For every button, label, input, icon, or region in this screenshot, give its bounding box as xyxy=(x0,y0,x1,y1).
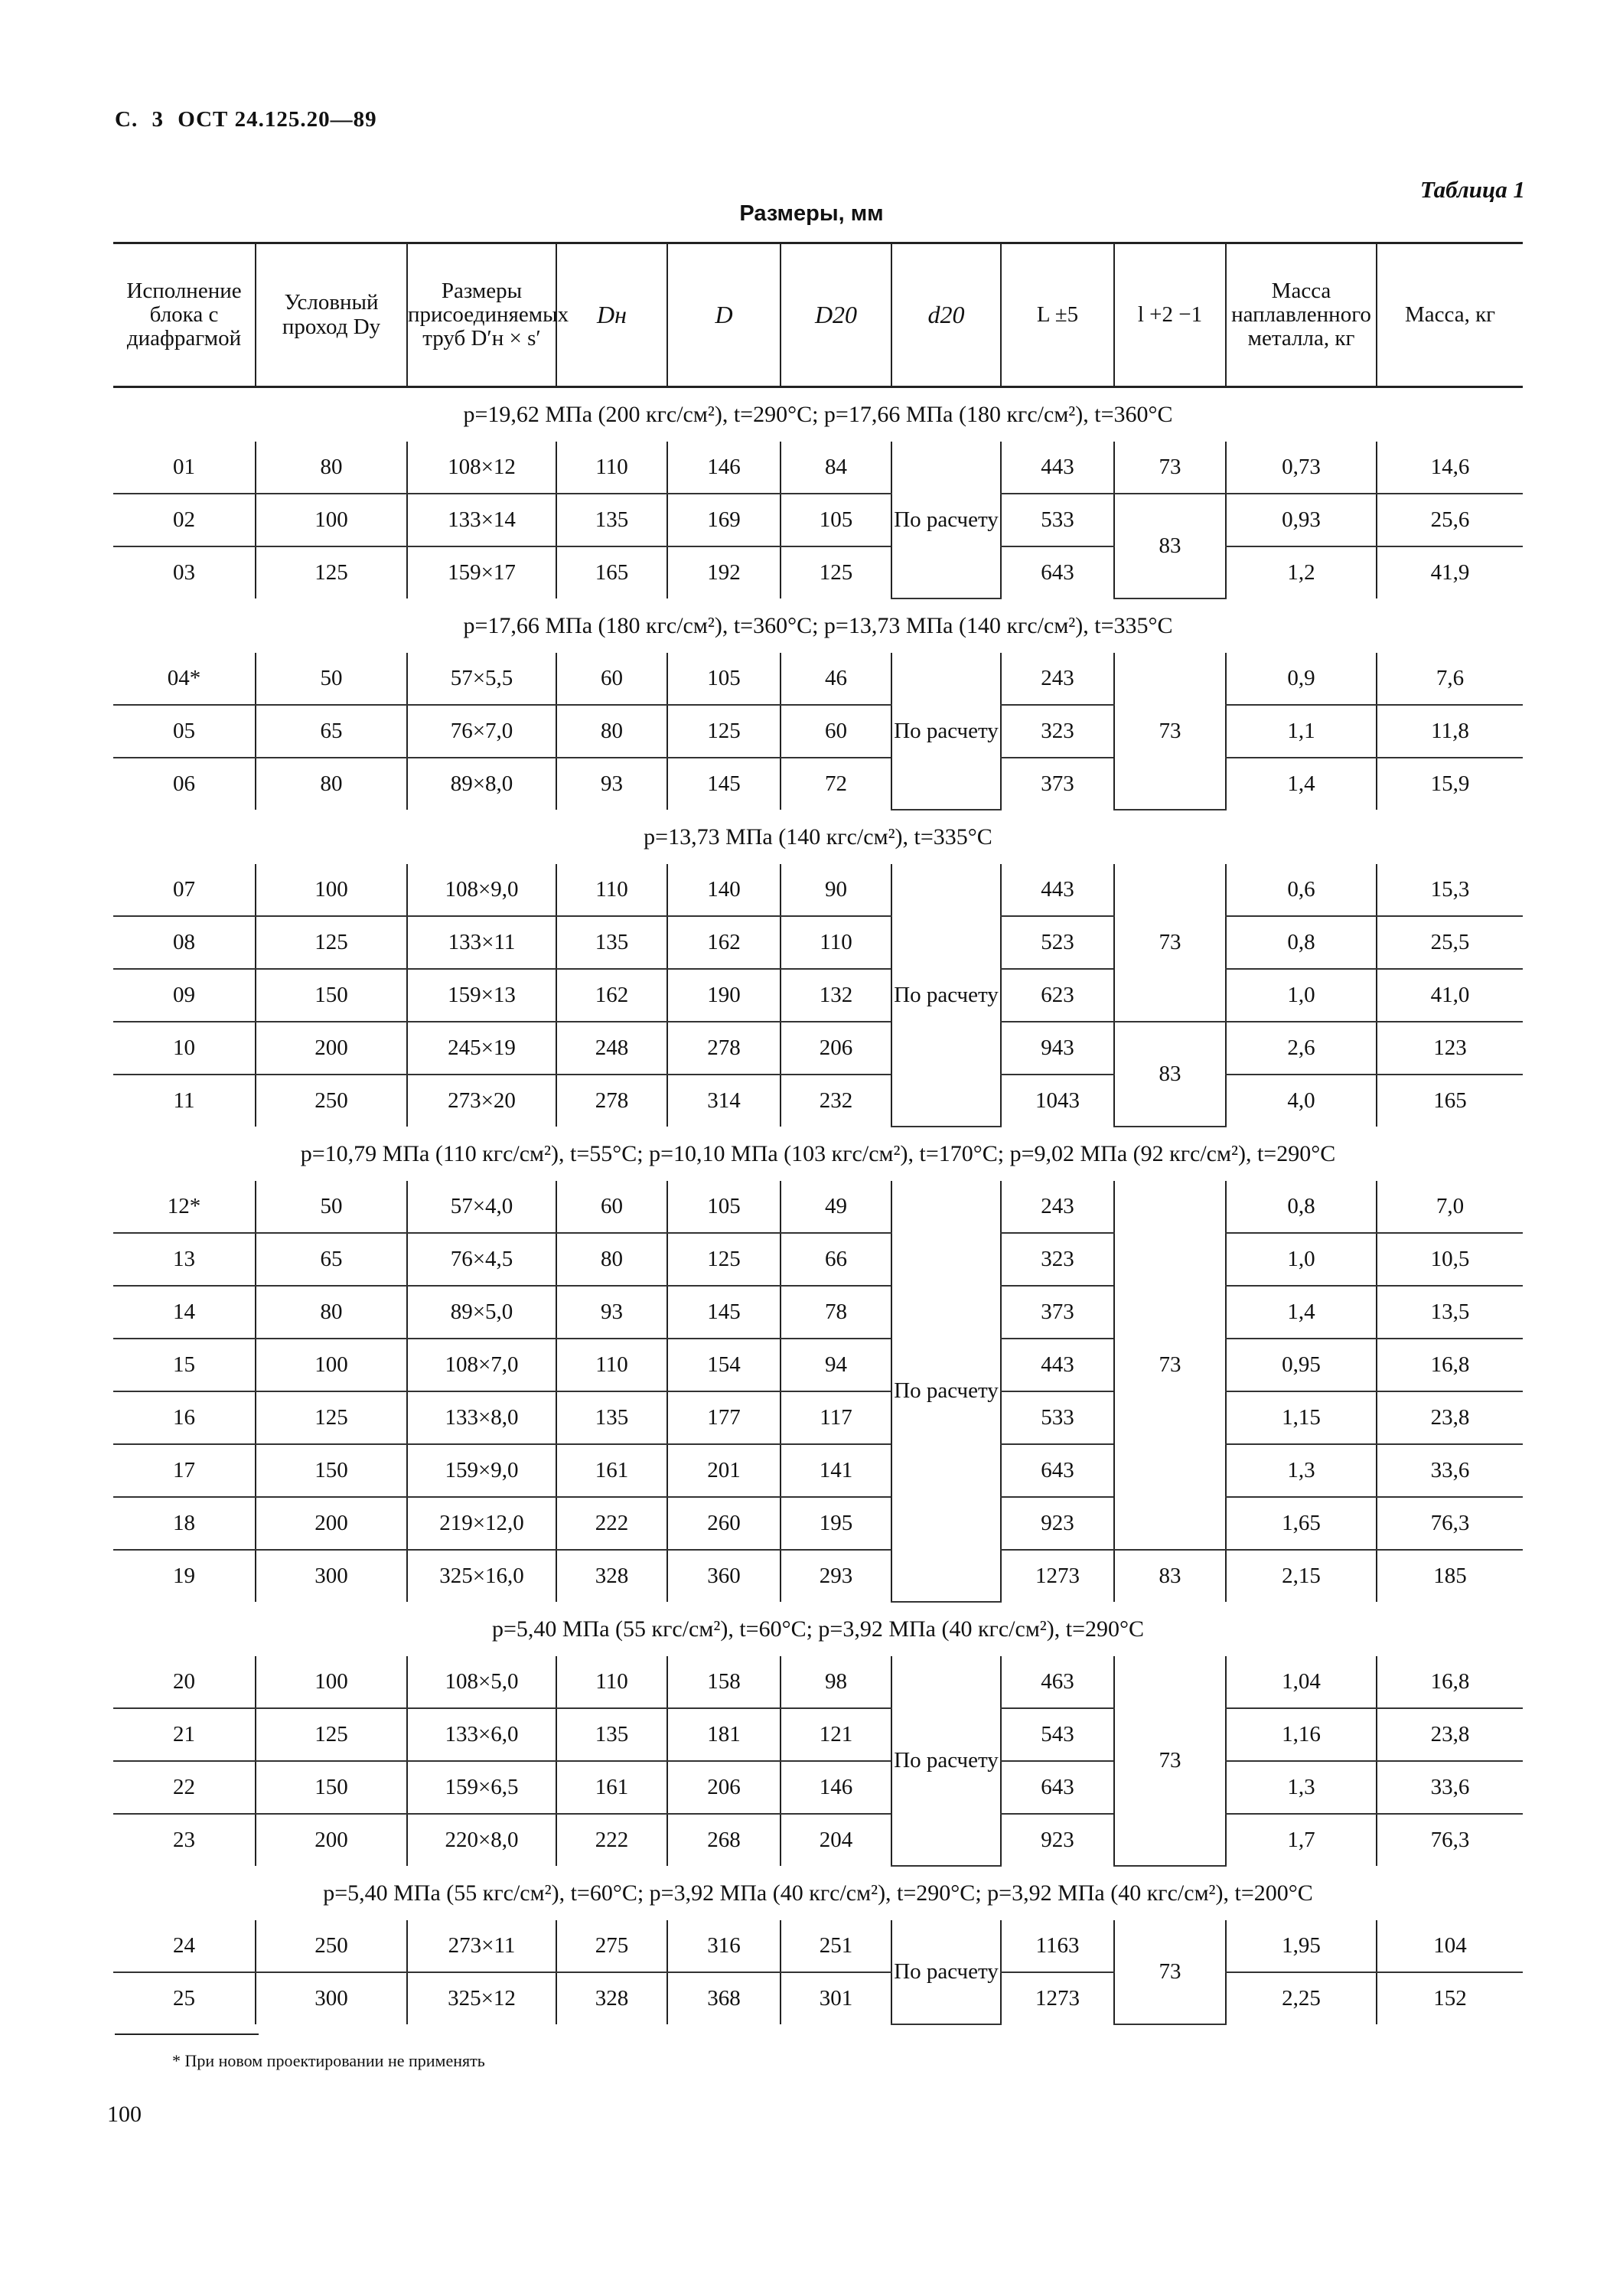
cell-small-l: 83 xyxy=(1114,1022,1226,1127)
header-page: 3 xyxy=(152,107,164,132)
cell-l: 523 xyxy=(1001,916,1114,969)
col-pipe-size: Размеры присоединяемых труб D′н × s′ xyxy=(407,243,556,387)
cell-d20-calc: По расчету xyxy=(891,442,1001,598)
cell-dy: 200 xyxy=(256,1497,407,1550)
table-label: Таблица 1 xyxy=(1419,176,1525,203)
cell-small-l: 73 xyxy=(1114,1920,1226,2024)
condition-text: p=10,79 МПа (110 кгс/см²), t=55°C; p=10,10 МПа (103 кгс/см²), t=170°C; p=9,02 МПа (92 кгс/см²), t=290°C xyxy=(300,1141,1336,1166)
table-row xyxy=(113,1286,1523,1339)
cell-l: 243 xyxy=(1001,653,1114,705)
cell-d: 125 xyxy=(667,705,781,758)
cell-variant: 24 xyxy=(113,1920,256,1972)
cell-dn: 135 xyxy=(556,1391,667,1444)
cell-dn: 80 xyxy=(556,705,667,758)
cell-d: 314 xyxy=(667,1075,781,1127)
cell-mass: 11,8 xyxy=(1377,705,1523,758)
cell-dn: 135 xyxy=(556,494,667,546)
cell-d20: 251 xyxy=(781,1920,891,1972)
cell-l: 323 xyxy=(1001,1233,1114,1286)
cell-d: 158 xyxy=(667,1656,781,1708)
table-row xyxy=(113,653,1523,705)
cell-d20: 105 xyxy=(781,494,891,546)
table-row xyxy=(113,758,1523,810)
cell-mass: 13,5 xyxy=(1377,1286,1523,1339)
cell-small-l: 73 xyxy=(1114,864,1226,1022)
cell-dy: 300 xyxy=(256,1972,407,2024)
condition-row xyxy=(113,810,1523,864)
cell-pipe: 57×5,5 xyxy=(407,653,556,705)
cell-d20: 301 xyxy=(781,1972,891,2024)
cell-mass: 41,9 xyxy=(1377,546,1523,598)
cell-l: 323 xyxy=(1001,705,1114,758)
cell-dy: 200 xyxy=(256,1022,407,1075)
cell-variant: 09 xyxy=(113,969,256,1022)
table-row xyxy=(113,494,1523,546)
cell-dn: 161 xyxy=(556,1761,667,1814)
cell-weld-mass: 1,3 xyxy=(1226,1444,1377,1497)
cell-d: 192 xyxy=(667,546,781,598)
cell-pipe: 108×9,0 xyxy=(407,864,556,916)
cell-dn: 165 xyxy=(556,546,667,598)
cell-weld-mass: 4,0 xyxy=(1226,1075,1377,1127)
table-header-row xyxy=(113,243,1523,387)
cell-d20: 60 xyxy=(781,705,891,758)
cell-pipe: 57×4,0 xyxy=(407,1181,556,1233)
cell-pipe: 76×4,5 xyxy=(407,1233,556,1286)
cell-l: 543 xyxy=(1001,1708,1114,1761)
cell-l: 943 xyxy=(1001,1022,1114,1075)
cell-variant: 25 xyxy=(173,1986,195,2011)
cell-d20: 46 xyxy=(781,653,891,705)
cell-variant: 15 xyxy=(113,1339,256,1391)
condition-text: p=13,73 МПа (140 кгс/см²), t=335°C xyxy=(644,824,992,850)
col-d20-lower: d20 xyxy=(891,243,1001,387)
cell-mass: 76,3 xyxy=(1377,1497,1523,1550)
cell-variant: 19 xyxy=(173,1564,195,1588)
cell-d: 146 xyxy=(667,442,781,494)
cell-mass: 41,0 xyxy=(1377,969,1523,1022)
cell-d: 206 xyxy=(667,1761,781,1814)
cell-d20: 204 xyxy=(781,1814,891,1866)
cell-l: 463 xyxy=(1001,1656,1114,1708)
cell-d20: 125 xyxy=(781,546,891,598)
cell-mass: 152 xyxy=(1377,1972,1523,2024)
cell-d: 260 xyxy=(667,1497,781,1550)
cell-weld-mass: 1,95 xyxy=(1226,1920,1377,1972)
cell-d20-calc: По расчету xyxy=(891,1920,1001,2024)
cell-variant: 03 xyxy=(173,560,195,585)
col-variant: Исполнение блока с диафрагмой xyxy=(113,243,256,387)
table-row xyxy=(113,1444,1523,1497)
cell-dn: 222 xyxy=(556,1497,667,1550)
cell-dy: 125 xyxy=(256,1708,407,1761)
cell-weld-mass: 1,4 xyxy=(1226,1286,1377,1339)
cell-d: 360 xyxy=(667,1550,781,1602)
cell-dn: 110 xyxy=(556,864,667,916)
cell-d20: 49 xyxy=(781,1181,891,1233)
cell-mass: 23,8 xyxy=(1377,1708,1523,1761)
cell-l: 443 xyxy=(1001,1339,1114,1391)
cell-l: 923 xyxy=(1001,1497,1114,1550)
col-mass: Масса, кг xyxy=(1377,243,1523,387)
cell-dy: 65 xyxy=(256,1233,407,1286)
table-row xyxy=(113,1972,1523,2024)
cell-d20: 90 xyxy=(781,864,891,916)
page-header xyxy=(115,107,377,132)
cell-d20: 98 xyxy=(781,1656,891,1708)
cell-weld-mass: 1,7 xyxy=(1226,1814,1377,1866)
cell-dn: 93 xyxy=(556,758,667,810)
cell-weld-mass: 1,15 xyxy=(1226,1391,1377,1444)
cell-dy: 125 xyxy=(256,546,407,598)
cell-variant: 17 xyxy=(113,1444,256,1497)
cell-d: 125 xyxy=(667,1233,781,1286)
cell-variant: 01 xyxy=(113,442,256,494)
cell-weld-mass: 1,3 xyxy=(1226,1761,1377,1814)
cell-variant: 18 xyxy=(113,1497,256,1550)
header-prefix: С. xyxy=(115,107,139,132)
cell-weld-mass: 0,73 xyxy=(1226,442,1377,494)
table-row xyxy=(113,1708,1523,1761)
cell-l: 1043 xyxy=(1001,1075,1114,1127)
cell-pipe: 220×8,0 xyxy=(407,1814,556,1866)
cell-d: 145 xyxy=(667,1286,781,1339)
cell-pipe: 108×5,0 xyxy=(407,1656,556,1708)
cell-l: 643 xyxy=(1001,1761,1114,1814)
cell-dy: 80 xyxy=(256,1286,407,1339)
cell-small-l: 73 xyxy=(1114,1656,1226,1866)
cell-dn: 222 xyxy=(556,1814,667,1866)
cell-mass: 33,6 xyxy=(1377,1444,1523,1497)
footnote: * При новом проектировании не применять xyxy=(172,2051,485,2070)
cell-d20: 84 xyxy=(781,442,891,494)
cell-d20: 94 xyxy=(781,1339,891,1391)
cell-l: 1163 xyxy=(1001,1920,1114,1972)
condition-row xyxy=(113,387,1523,442)
cell-dn: 278 xyxy=(556,1075,667,1127)
cell-weld-mass: 0,95 xyxy=(1226,1339,1377,1391)
cell-pipe: 325×12 xyxy=(407,1972,556,2024)
cell-d20: 146 xyxy=(781,1761,891,1814)
cell-variant: 04* xyxy=(113,653,256,705)
cell-d: 162 xyxy=(667,916,781,969)
cell-weld-mass: 1,4 xyxy=(1226,758,1377,810)
cell-dy: 65 xyxy=(256,705,407,758)
cell-d20-calc: По расчету xyxy=(891,864,1001,1127)
cell-d20: 293 xyxy=(781,1550,891,1602)
cell-d20: 132 xyxy=(781,969,891,1022)
cell-variant: 05 xyxy=(113,705,256,758)
cell-pipe: 325×16,0 xyxy=(407,1550,556,1602)
cell-d20-calc: По расчету xyxy=(891,1656,1001,1866)
cell-d: 201 xyxy=(667,1444,781,1497)
cell-weld-mass: 0,8 xyxy=(1226,1181,1377,1233)
cell-dn: 110 xyxy=(556,1656,667,1708)
cell-d: 278 xyxy=(667,1022,781,1075)
cell-pipe: 89×8,0 xyxy=(407,758,556,810)
cell-mass: 25,6 xyxy=(1377,494,1523,546)
cell-dy: 80 xyxy=(256,758,407,810)
cell-d: 190 xyxy=(667,969,781,1022)
cell-mass: 165 xyxy=(1377,1075,1523,1127)
cell-dn: 162 xyxy=(556,969,667,1022)
table-row xyxy=(113,969,1523,1022)
cell-l: 373 xyxy=(1001,1286,1114,1339)
table-row xyxy=(113,1075,1523,1127)
cell-weld-mass: 0,9 xyxy=(1226,653,1377,705)
cell-dy: 50 xyxy=(256,653,407,705)
table-row xyxy=(113,546,1523,598)
cell-dn: 248 xyxy=(556,1022,667,1075)
cell-small-l: 73 xyxy=(1114,442,1226,494)
cell-dn: 135 xyxy=(556,916,667,969)
cell-variant: 13 xyxy=(113,1233,256,1286)
table-row xyxy=(113,1233,1523,1286)
cell-mass: 76,3 xyxy=(1377,1814,1523,1866)
cell-dy: 250 xyxy=(256,1075,407,1127)
cell-weld-mass: 1,0 xyxy=(1226,969,1377,1022)
cell-variant: 02 xyxy=(113,494,256,546)
cell-l: 1273 xyxy=(1001,1972,1114,2024)
cell-variant: 08 xyxy=(113,916,256,969)
cell-variant: 12* xyxy=(113,1181,256,1233)
cell-variant: 06 xyxy=(173,771,195,796)
cell-dn: 110 xyxy=(556,442,667,494)
cell-pipe: 159×17 xyxy=(407,546,556,598)
cell-pipe: 159×6,5 xyxy=(407,1761,556,1814)
cell-mass: 33,6 xyxy=(1377,1761,1523,1814)
condition-row xyxy=(113,598,1523,653)
table-row xyxy=(113,1497,1523,1550)
header-standard: ОСТ 24.125.20—89 xyxy=(178,107,377,132)
cell-d: 268 xyxy=(667,1814,781,1866)
cell-dn: 161 xyxy=(556,1444,667,1497)
cell-dy: 150 xyxy=(256,969,407,1022)
cell-pipe: 89×5,0 xyxy=(407,1286,556,1339)
cell-d: 316 xyxy=(667,1920,781,1972)
cell-d: 154 xyxy=(667,1339,781,1391)
table-row xyxy=(113,442,1523,494)
cell-weld-mass: 1,1 xyxy=(1226,705,1377,758)
cell-weld-mass: 1,04 xyxy=(1226,1656,1377,1708)
cell-l: 643 xyxy=(1001,1444,1114,1497)
cell-d: 145 xyxy=(667,758,781,810)
cell-pipe: 133×6,0 xyxy=(407,1708,556,1761)
cell-mass: 25,5 xyxy=(1377,916,1523,969)
cell-mass: 7,0 xyxy=(1377,1181,1523,1233)
cell-mass: 14,6 xyxy=(1377,442,1523,494)
cell-mass: 15,9 xyxy=(1377,758,1523,810)
cell-d20: 72 xyxy=(781,758,891,810)
condition-text: p=17,66 МПа (180 кгс/см²), t=360°C; p=13,73 МПа (140 кгс/см²), t=335°C xyxy=(463,613,1173,638)
cell-pipe: 273×20 xyxy=(407,1075,556,1127)
cell-pipe: 219×12,0 xyxy=(407,1497,556,1550)
cell-mass: 23,8 xyxy=(1377,1391,1523,1444)
cell-weld-mass: 1,16 xyxy=(1226,1708,1377,1761)
cell-d: 181 xyxy=(667,1708,781,1761)
cell-dy: 250 xyxy=(256,1920,407,1972)
cell-l: 243 xyxy=(1001,1181,1114,1233)
cell-l: 923 xyxy=(1001,1814,1114,1866)
cell-d20: 121 xyxy=(781,1708,891,1761)
cell-d20: 195 xyxy=(781,1497,891,1550)
cell-small-l: 83 xyxy=(1114,494,1226,598)
cell-dn: 275 xyxy=(556,1920,667,1972)
cell-weld-mass: 1,65 xyxy=(1226,1497,1377,1550)
cell-mass: 10,5 xyxy=(1377,1233,1523,1286)
cell-d: 140 xyxy=(667,864,781,916)
cell-pipe: 245×19 xyxy=(407,1022,556,1075)
condition-row xyxy=(113,1866,1523,1920)
cell-dy: 80 xyxy=(256,442,407,494)
cell-weld-mass: 2,25 xyxy=(1226,1972,1377,2024)
table-row xyxy=(113,1656,1523,1708)
cell-dn: 328 xyxy=(556,1972,667,2024)
cell-variant: 22 xyxy=(113,1761,256,1814)
cell-pipe: 108×12 xyxy=(407,442,556,494)
col-d20-upper: D20 xyxy=(781,243,891,387)
condition-text: p=5,40 МПа (55 кгс/см²), t=60°C; p=3,92 МПа (40 кгс/см²), t=290°C; p=3,92 МПа (40 кгс/см²), t=200°C xyxy=(323,1880,1313,1906)
cell-pipe: 108×7,0 xyxy=(407,1339,556,1391)
cell-pipe: 76×7,0 xyxy=(407,705,556,758)
cell-d20: 110 xyxy=(781,916,891,969)
cell-pipe: 159×9,0 xyxy=(407,1444,556,1497)
cell-dy: 100 xyxy=(256,864,407,916)
cell-dy: 125 xyxy=(256,916,407,969)
cell-weld-mass: 0,8 xyxy=(1226,916,1377,969)
table-row xyxy=(113,1920,1523,1972)
table-row xyxy=(113,1339,1523,1391)
col-length-small-l: l +2 −1 xyxy=(1114,243,1226,387)
cell-d20: 141 xyxy=(781,1444,891,1497)
cell-dy: 100 xyxy=(256,494,407,546)
cell-variant: 21 xyxy=(113,1708,256,1761)
cell-l: 373 xyxy=(1001,758,1114,810)
col-weld-mass: Масса наплавленного металла, кг xyxy=(1226,243,1377,387)
col-dn: Dн xyxy=(556,243,667,387)
cell-mass: 123 xyxy=(1377,1022,1523,1075)
cell-dn: 110 xyxy=(556,1339,667,1391)
table-row xyxy=(113,1761,1523,1814)
cell-l: 533 xyxy=(1001,494,1114,546)
cell-l: 1273 xyxy=(1001,1550,1114,1602)
cell-dn: 93 xyxy=(556,1286,667,1339)
cell-weld-mass: 0,6 xyxy=(1226,864,1377,916)
cell-pipe: 133×14 xyxy=(407,494,556,546)
condition-text: p=5,40 МПа (55 кгс/см²), t=60°C; p=3,92 МПа (40 кгс/см²), t=290°C xyxy=(491,1616,1145,1642)
cell-dy: 100 xyxy=(256,1656,407,1708)
table-row xyxy=(113,1022,1523,1075)
table-row xyxy=(113,705,1523,758)
cell-variant: 20 xyxy=(113,1656,256,1708)
cell-d20: 206 xyxy=(781,1022,891,1075)
cell-pipe: 273×11 xyxy=(407,1920,556,1972)
cell-d20: 232 xyxy=(781,1075,891,1127)
cell-dy: 125 xyxy=(256,1391,407,1444)
table-row xyxy=(113,1814,1523,1866)
condition-row xyxy=(113,1127,1523,1181)
cell-pipe: 159×13 xyxy=(407,969,556,1022)
cell-variant: 14 xyxy=(113,1286,256,1339)
cell-mass: 15,3 xyxy=(1377,864,1523,916)
cell-variant: 10 xyxy=(113,1022,256,1075)
cell-l: 623 xyxy=(1001,969,1114,1022)
condition-row xyxy=(113,1602,1523,1656)
cell-l: 533 xyxy=(1001,1391,1114,1444)
cell-l: 443 xyxy=(1001,442,1114,494)
cell-small-l: 73 xyxy=(1114,1181,1226,1550)
cell-small-l: 83 xyxy=(1114,1550,1226,1602)
cell-d20-calc: По расчету xyxy=(891,653,1001,810)
cell-weld-mass: 0,93 xyxy=(1226,494,1377,546)
table-caption: Размеры, мм xyxy=(739,201,884,226)
cell-weld-mass: 2,6 xyxy=(1226,1022,1377,1075)
table-row xyxy=(113,916,1523,969)
cell-dn: 60 xyxy=(556,653,667,705)
cell-weld-mass: 1,2 xyxy=(1226,546,1377,598)
table-row xyxy=(113,1550,1523,1602)
cell-l: 643 xyxy=(1001,546,1114,598)
cell-d: 177 xyxy=(667,1391,781,1444)
cell-variant: 23 xyxy=(173,1828,195,1852)
cell-mass: 16,8 xyxy=(1377,1656,1523,1708)
cell-mass: 7,6 xyxy=(1377,653,1523,705)
condition-text: p=19,62 МПа (200 кгс/см²), t=290°C; p=17,66 МПа (180 кгс/см²), t=360°C xyxy=(463,402,1173,427)
cell-variant: 11 xyxy=(173,1088,195,1113)
col-d: D xyxy=(667,243,781,387)
cell-d20-calc: По расчету xyxy=(891,1181,1001,1602)
cell-d: 105 xyxy=(667,1181,781,1233)
cell-dy: 150 xyxy=(256,1761,407,1814)
cell-dn: 60 xyxy=(556,1181,667,1233)
cell-dy: 50 xyxy=(256,1181,407,1233)
cell-mass: 104 xyxy=(1377,1920,1523,1972)
cell-d20: 66 xyxy=(781,1233,891,1286)
cell-variant: 07 xyxy=(113,864,256,916)
page-number: 100 xyxy=(107,2102,142,2127)
cell-l: 443 xyxy=(1001,864,1114,916)
cell-dn: 135 xyxy=(556,1708,667,1761)
cell-dy: 150 xyxy=(256,1444,407,1497)
cell-dy: 100 xyxy=(256,1339,407,1391)
col-length-l: L ±5 xyxy=(1001,243,1114,387)
cell-small-l: 73 xyxy=(1114,653,1226,810)
cell-pipe: 133×11 xyxy=(407,916,556,969)
cell-dy: 300 xyxy=(256,1550,407,1602)
cell-d20: 117 xyxy=(781,1391,891,1444)
cell-d: 368 xyxy=(667,1972,781,2024)
col-nominal-bore: Условный проход Dу xyxy=(256,243,407,387)
cell-d: 105 xyxy=(667,653,781,705)
table-row xyxy=(113,1181,1523,1233)
cell-d: 169 xyxy=(667,494,781,546)
dimensions-table xyxy=(113,242,1523,2025)
table-row xyxy=(113,1391,1523,1444)
cell-dn: 80 xyxy=(556,1233,667,1286)
cell-dy: 200 xyxy=(256,1814,407,1866)
cell-d20: 78 xyxy=(781,1286,891,1339)
cell-weld-mass: 1,0 xyxy=(1226,1233,1377,1286)
cell-mass: 16,8 xyxy=(1377,1339,1523,1391)
cell-variant: 16 xyxy=(113,1391,256,1444)
table-row xyxy=(113,864,1523,916)
cell-pipe: 133×8,0 xyxy=(407,1391,556,1444)
cell-dn: 328 xyxy=(556,1550,667,1602)
footnote-divider xyxy=(115,2033,259,2035)
cell-mass: 185 xyxy=(1377,1550,1523,1602)
cell-weld-mass: 2,15 xyxy=(1226,1550,1377,1602)
